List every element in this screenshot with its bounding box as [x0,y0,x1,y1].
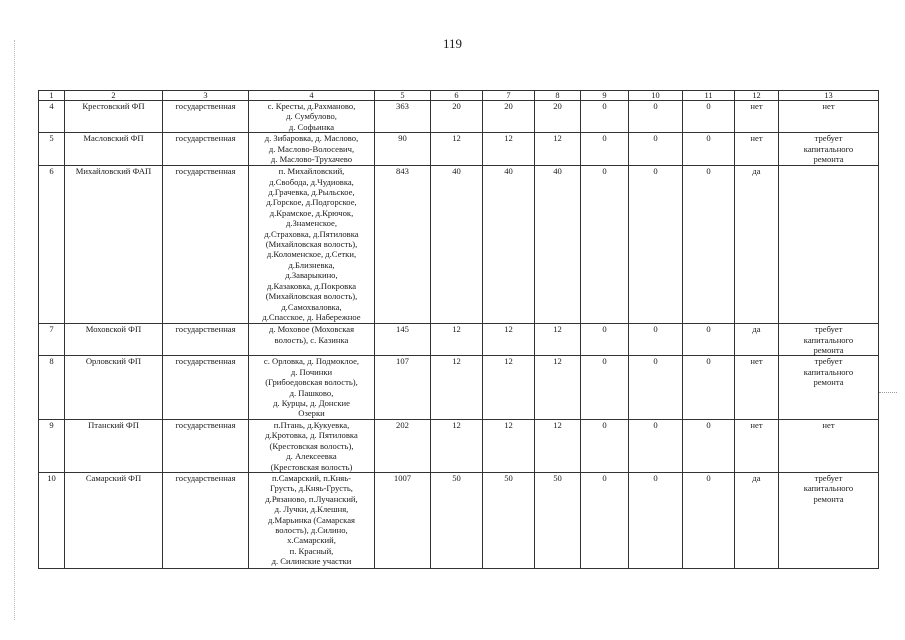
value-cell: 0 [683,324,735,356]
ownership-cell: государственная [163,101,249,133]
facility-name-cell: Самарский ФП [65,472,163,568]
yes-no-cell: нет [735,101,779,133]
table-row [39,133,879,166]
value-cell: 0 [629,419,683,472]
population-cell: 90 [375,133,431,166]
value-cell: 0 [581,472,629,568]
table-body [39,101,879,569]
condition-cell [779,166,879,324]
right-margin-mark [879,392,897,393]
row-number-cell: 7 [39,324,65,356]
settlements-cell: с. Кресты, д.Рахманово, д. Сумбулово, д. Софьинка [249,101,375,133]
facility-name-cell: Крестовский ФП [65,101,163,133]
value-cell: 0 [629,324,683,356]
facility-name-cell: Орловский ФП [65,356,163,419]
settlements-cell: п.Самарский, п.Княь- Грусть, д.Княь-Грусть, д.Рязаново, п.Лучанский, д. Лучки, д.Клешня, д.Марьинка (Самарская волость), д.Силино, х.Самарский, п. Красный, д. Силинские участки [249,472,375,568]
ownership-cell: государственная [163,133,249,166]
condition-cell: требует капитального ремонта [779,356,879,419]
value-cell: 0 [629,472,683,568]
registry-table [38,90,879,569]
value-cell: 0 [629,133,683,166]
row-number-cell: 9 [39,419,65,472]
facility-name-cell: Масловский ФП [65,133,163,166]
population-cell: 202 [375,419,431,472]
value-cell: 0 [683,101,735,133]
value-cell: 50 [431,472,483,568]
table-row [39,419,879,472]
value-cell: 40 [535,166,581,324]
value-cell: 50 [535,472,581,568]
column-header: 11 [683,91,735,101]
population-cell: 843 [375,166,431,324]
condition-cell: требует капитального ремонта [779,472,879,568]
column-header: 8 [535,91,581,101]
value-cell: 0 [581,101,629,133]
value-cell: 0 [581,166,629,324]
yes-no-cell: да [735,472,779,568]
facility-name-cell: Михайловский ФАП [65,166,163,324]
column-number-row [39,91,879,101]
row-number-cell: 4 [39,101,65,133]
value-cell: 12 [483,324,535,356]
settlements-cell: с. Орловка, д. Подмоклое, д. Починки (Грибоедовская волость), д. Пашково, д. Курцы, д. Донские Озерки [249,356,375,419]
value-cell: 0 [581,133,629,166]
column-header: 3 [163,91,249,101]
column-header: 12 [735,91,779,101]
population-cell: 145 [375,324,431,356]
ownership-cell: государственная [163,472,249,568]
table-row [39,101,879,133]
value-cell: 20 [483,101,535,133]
value-cell: 12 [535,419,581,472]
value-cell: 50 [483,472,535,568]
value-cell: 40 [483,166,535,324]
value-cell: 20 [535,101,581,133]
column-header: 6 [431,91,483,101]
condition-cell: требует капитального ремонта [779,324,879,356]
value-cell: 40 [431,166,483,324]
table-row [39,356,879,419]
yes-no-cell: нет [735,419,779,472]
value-cell: 0 [683,419,735,472]
ownership-cell: государственная [163,166,249,324]
settlements-cell: д. Зибаровка, д. Маслово, д. Маслово-Волосевич, д. Маслово-Трухачево [249,133,375,166]
population-cell: 107 [375,356,431,419]
value-cell: 0 [581,419,629,472]
condition-cell: нет [779,101,879,133]
row-number-cell: 10 [39,472,65,568]
value-cell: 0 [629,166,683,324]
value-cell: 0 [683,166,735,324]
value-cell: 0 [581,324,629,356]
value-cell: 0 [629,356,683,419]
facility-name-cell: Моховской ФП [65,324,163,356]
row-number-cell: 8 [39,356,65,419]
margin-dots-divider [14,40,15,620]
population-cell: 1007 [375,472,431,568]
value-cell: 12 [535,133,581,166]
value-cell: 0 [683,356,735,419]
column-header: 10 [629,91,683,101]
column-header: 4 [249,91,375,101]
column-header: 7 [483,91,535,101]
ownership-cell: государственная [163,419,249,472]
value-cell: 12 [483,419,535,472]
condition-cell: требует капитального ремонта [779,133,879,166]
table-row [39,166,879,324]
table-row [39,472,879,568]
column-header: 5 [375,91,431,101]
settlements-cell: д. Моховое (Моховская волость), с. Казинка [249,324,375,356]
value-cell: 0 [683,472,735,568]
yes-no-cell: нет [735,356,779,419]
settlements-cell: п.Птань, д.Кукуевка, д.Кротовка, д. Пятиловка (Крестовская волость), д. Алексеевка (Крестовская волость) [249,419,375,472]
row-number-cell: 5 [39,133,65,166]
column-header: 2 [65,91,163,101]
ownership-cell: государственная [163,324,249,356]
value-cell: 12 [483,133,535,166]
ownership-cell: государственная [163,356,249,419]
page-number: 119 [442,36,463,51]
value-cell: 12 [431,324,483,356]
value-cell: 12 [431,133,483,166]
value-cell: 12 [535,324,581,356]
value-cell: 12 [535,356,581,419]
table-row [39,324,879,356]
value-cell: 12 [431,419,483,472]
value-cell: 0 [581,356,629,419]
value-cell: 12 [431,356,483,419]
facility-name-cell: Птанский ФП [65,419,163,472]
column-header: 1 [39,91,65,101]
column-header: 13 [779,91,879,101]
settlements-cell: п. Михайловский, д.Свобода, д.Чудиовка, д.Грачевка, д.Рыльское, д.Горское, д.Подгорское, д.Крамское, д.Крючок, д.Знаменское, д.Страховка, д.Пятиловка (Михайловская волость), д.Коломенское, д.Сетки, д.Близневка, д.Заварыкино, д.Казаковка, д.Покровка (Михайловская волость), д.Самохваловка, д.Спасское, д. Набережное [249,166,375,324]
value-cell: 12 [483,356,535,419]
column-header: 9 [581,91,629,101]
condition-cell: нет [779,419,879,472]
row-number-cell: 6 [39,166,65,324]
yes-no-cell: нет [735,133,779,166]
value-cell: 20 [431,101,483,133]
value-cell: 0 [683,133,735,166]
yes-no-cell: да [735,324,779,356]
population-cell: 363 [375,101,431,133]
value-cell: 0 [629,101,683,133]
yes-no-cell: да [735,166,779,324]
